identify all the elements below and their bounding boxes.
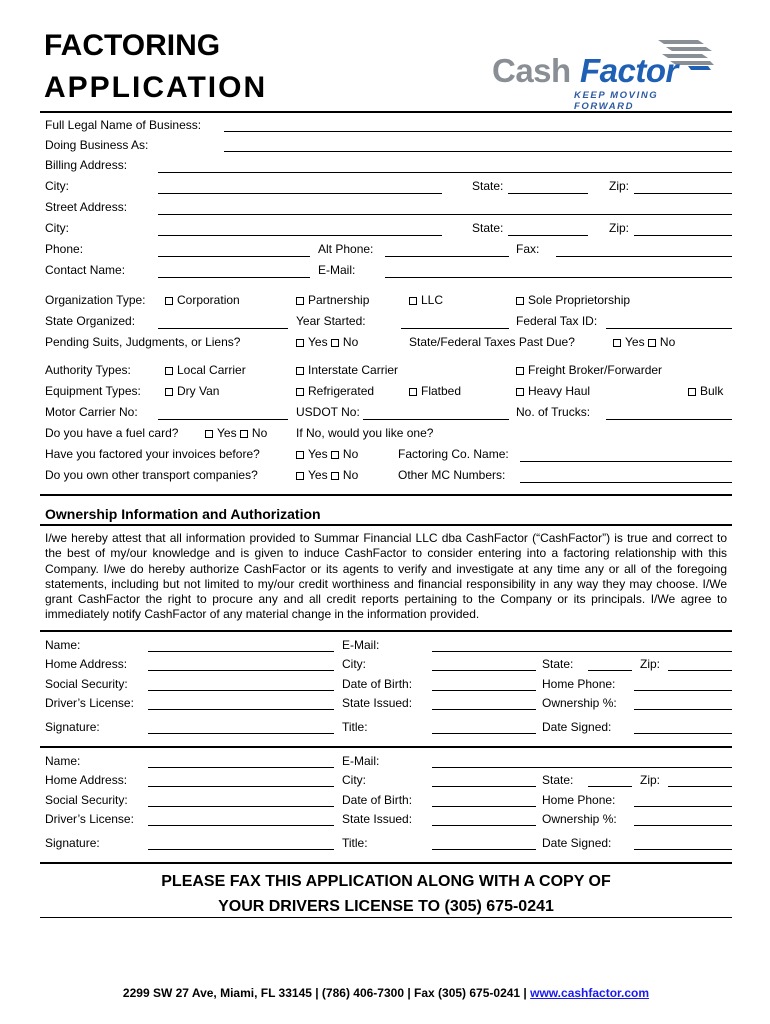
footer-address: 2299 SW 27 Ave, Miami, FL 33145 | (786) 406-7300 | Fax (305) 675-0241 |	[122, 986, 531, 1000]
checkbox-icon[interactable]	[409, 388, 417, 396]
ownership-heading: Ownership Information and Authorization	[45, 506, 321, 522]
logo-text-cash: Cash	[492, 52, 571, 89]
billing-city-label: City:	[45, 179, 69, 193]
checkbox-icon[interactable]	[205, 430, 213, 438]
owner1-date-signed-field[interactable]	[634, 733, 732, 734]
billing-address-label: Billing Address:	[45, 158, 128, 172]
owner2-home-address-label: Home Address:	[45, 773, 128, 787]
checkbox-icon[interactable]	[516, 297, 524, 305]
owner2-state-label: State:	[542, 773, 574, 787]
yes-label: Yes	[308, 447, 328, 461]
checkbox-icon[interactable]	[688, 388, 696, 396]
owner2-title-label: Title:	[342, 836, 368, 850]
website-link[interactable]: www.cashfactor.com	[530, 986, 650, 1000]
refrigerated-label: Refrigerated	[308, 384, 375, 398]
owner1-signature-label: Signature:	[45, 720, 100, 734]
fuel-card-label: Do you have a fuel card?	[45, 426, 179, 440]
owner2-ownership-pct-field[interactable]	[634, 825, 732, 826]
owner1-city-field[interactable]	[432, 670, 536, 671]
owner2-email-field[interactable]	[432, 767, 732, 768]
org-type-label: Organization Type:	[45, 293, 146, 307]
section-divider	[40, 494, 732, 496]
no-label: No	[251, 426, 268, 440]
checkbox-icon[interactable]	[296, 388, 304, 396]
contact-name-label: Contact Name:	[45, 263, 126, 277]
owner1-state-issued-field[interactable]	[432, 709, 536, 710]
owner1-zip-label: Zip:	[640, 657, 661, 671]
owner2-home-phone-field[interactable]	[634, 806, 732, 807]
owner1-top-divider	[40, 630, 732, 632]
owner2-signature-field[interactable]	[148, 849, 334, 850]
motor-carrier-label: Motor Carrier No:	[45, 405, 138, 419]
owner1-name-label: Name:	[45, 638, 81, 652]
email-field[interactable]	[385, 277, 732, 278]
owner1-drivers-license-label: Driver’s License:	[45, 696, 134, 710]
email-label: E-Mail:	[318, 263, 356, 277]
owner1-home-phone-label: Home Phone:	[542, 677, 616, 691]
flatbed-option[interactable]	[409, 384, 461, 398]
logo-tagline: KEEP MOVING FORWARD	[574, 90, 659, 112]
fax-notice-top-divider	[40, 862, 732, 864]
state-organized-field[interactable]	[158, 328, 288, 329]
yes-label: Yes	[217, 426, 237, 440]
yes-label: Yes	[308, 468, 328, 482]
owner1-state-field[interactable]	[588, 670, 632, 671]
owner2-dob-field[interactable]	[432, 806, 536, 807]
fuel-card-options	[205, 426, 267, 440]
street-state-label: State:	[472, 221, 504, 235]
checkbox-icon[interactable]	[296, 367, 304, 375]
corporation-label: Corporation	[177, 293, 240, 307]
owner2-name-label: Name:	[45, 754, 81, 768]
checkbox-icon[interactable]	[165, 388, 173, 396]
checkbox-icon[interactable]	[331, 451, 339, 459]
owner1-ssn-label: Social Security:	[45, 677, 128, 691]
owner2-top-divider	[40, 746, 732, 748]
owner2-city-label: City:	[342, 773, 366, 787]
owner1-ownership-pct-label: Ownership %:	[542, 696, 617, 710]
checkbox-icon[interactable]	[409, 297, 417, 305]
owner1-state-label: State:	[542, 657, 574, 671]
contact-name-field[interactable]	[158, 277, 310, 278]
federal-tax-id-field[interactable]	[606, 328, 732, 329]
checkbox-icon[interactable]	[240, 430, 248, 438]
owner1-state-issued-label: State Issued:	[342, 696, 413, 710]
freight-broker-label: Freight Broker/Forwarder	[528, 363, 663, 377]
checkbox-icon[interactable]	[165, 367, 173, 375]
owner1-date-signed-label: Date Signed:	[542, 720, 612, 734]
owner2-dob-label: Date of Birth:	[342, 793, 413, 807]
owner2-ssn-field[interactable]	[148, 806, 334, 807]
year-started-label: Year Started:	[296, 314, 366, 328]
local-carrier-option[interactable]	[165, 363, 246, 377]
owner2-date-signed-field[interactable]	[634, 849, 732, 850]
page-title-line2: APPLICATION	[44, 71, 268, 104]
dba-label: Doing Business As:	[45, 138, 149, 152]
owner2-drivers-license-label: Driver’s License:	[45, 812, 134, 826]
factored-before-label: Have you factored your invoices before?	[45, 447, 260, 461]
street-city-field[interactable]	[158, 235, 442, 236]
cashfactor-logo	[492, 38, 720, 112]
owner1-home-phone-field[interactable]	[634, 690, 732, 691]
heavy-haul-label: Heavy Haul	[528, 384, 591, 398]
checkbox-icon[interactable]	[165, 297, 173, 305]
logo-text-factor: Factor	[580, 52, 678, 89]
billing-state-field[interactable]	[508, 193, 588, 194]
no-of-trucks-field[interactable]	[606, 419, 732, 420]
factored-before-options	[296, 447, 358, 461]
owner2-zip-field[interactable]	[668, 786, 732, 787]
no-label: No	[342, 447, 359, 461]
owner2-name-field[interactable]	[148, 767, 334, 768]
year-started-field[interactable]	[401, 328, 509, 329]
checkbox-icon[interactable]	[613, 339, 621, 347]
no-label: No	[342, 468, 359, 482]
owner1-zip-field[interactable]	[668, 670, 732, 671]
street-city-label: City:	[45, 221, 69, 235]
interstate-carrier-option[interactable]	[296, 363, 398, 377]
heavy-haul-option[interactable]	[516, 384, 590, 398]
owner2-state-issued-field[interactable]	[432, 825, 536, 826]
checkbox-icon[interactable]	[516, 367, 524, 375]
owner1-email-label: E-Mail:	[342, 638, 380, 652]
refrigerated-option[interactable]	[296, 384, 374, 398]
no-label: No	[659, 335, 676, 349]
street-zip-label: Zip:	[609, 221, 630, 235]
flatbed-label: Flatbed	[421, 384, 462, 398]
taxes-past-due-label: State/Federal Taxes Past Due?	[409, 335, 575, 349]
factoring-co-name-field[interactable]	[520, 461, 732, 462]
owner1-dob-field[interactable]	[432, 690, 536, 691]
owner1-home-address-label: Home Address:	[45, 657, 128, 671]
authorization-paragraph: I/we hereby attest that all information provided to Summar Financial LLC dba CashFactor (“CashFactor”) is true and correct to the best of my/our knowledge and is given to induce CashFactor to consider entering into a factoring relationship with this Company. I/we do hereby authorize CashFactor or its agents to verify and investigate at any time any or all of the foregoing statements, including but not limited to my/our credit worthiness and financial responsibility in any way they may choose. I/We grant CashFactor the right to procure any and all credit reports pertaining to the Company or its principals. I/We agree to immediately notify CashFactor of any material change in the information provided.	[45, 531, 727, 622]
no-label: No	[342, 335, 359, 349]
owner1-city-label: City:	[342, 657, 366, 671]
owner1-signature-field[interactable]	[148, 733, 334, 734]
factoring-co-name-label: Factoring Co. Name:	[398, 447, 509, 461]
street-address-field[interactable]	[158, 214, 732, 215]
billing-zip-field[interactable]	[634, 193, 732, 194]
fax-notice-line1: PLEASE FAX THIS APPLICATION ALONG WITH A COPY OF	[161, 873, 611, 890]
fax-notice-bottom-divider	[40, 917, 732, 918]
phone-label: Phone:	[45, 242, 84, 256]
checkbox-icon[interactable]	[331, 339, 339, 347]
llc-label: LLC	[421, 293, 444, 307]
owner2-ownership-pct-label: Ownership %:	[542, 812, 617, 826]
state-organized-label: State Organized:	[45, 314, 136, 328]
partnership-option[interactable]	[296, 293, 369, 307]
footer	[40, 986, 732, 1000]
owner1-ssn-field[interactable]	[148, 690, 334, 691]
interstate-carrier-label: Interstate Carrier	[308, 363, 399, 377]
owner2-zip-label: Zip:	[640, 773, 661, 787]
local-carrier-label: Local Carrier	[177, 363, 246, 377]
phone-field[interactable]	[158, 256, 310, 257]
billing-zip-label: Zip:	[609, 179, 630, 193]
fax-field[interactable]	[556, 256, 732, 257]
other-mc-numbers-label: Other MC Numbers:	[398, 468, 506, 482]
dry-van-label: Dry Van	[177, 384, 220, 398]
alt-phone-field[interactable]	[385, 256, 509, 257]
header-divider	[40, 111, 732, 113]
taxes-past-due-options	[613, 335, 675, 349]
llc-option[interactable]	[409, 293, 443, 307]
ownership-heading-divider	[40, 524, 732, 526]
checkbox-icon[interactable]	[516, 388, 524, 396]
motor-carrier-field[interactable]	[158, 419, 288, 420]
owner2-home-phone-label: Home Phone:	[542, 793, 616, 807]
other-transport-label: Do you own other transport companies?	[45, 468, 258, 482]
usdot-label: USDOT No:	[296, 405, 360, 419]
page-title-line1: FACTORING	[44, 29, 221, 62]
street-state-field[interactable]	[508, 235, 588, 236]
authority-types-label: Authority Types:	[45, 363, 131, 377]
owner1-home-address-field[interactable]	[148, 670, 334, 671]
usdot-field[interactable]	[363, 419, 509, 420]
full-legal-name-field[interactable]	[224, 131, 732, 132]
owner1-title-label: Title:	[342, 720, 368, 734]
checkbox-icon[interactable]	[296, 472, 304, 480]
no-of-trucks-label: No. of Trucks:	[516, 405, 591, 419]
owner1-name-field[interactable]	[148, 651, 334, 652]
partnership-label: Partnership	[308, 293, 370, 307]
checkbox-icon[interactable]	[331, 472, 339, 480]
owner2-ssn-label: Social Security:	[45, 793, 128, 807]
owner2-signature-label: Signature:	[45, 836, 100, 850]
owner1-title-field[interactable]	[432, 733, 536, 734]
checkbox-icon[interactable]	[296, 297, 304, 305]
dba-field[interactable]	[224, 151, 732, 152]
other-transport-options	[296, 468, 358, 482]
owner2-city-field[interactable]	[432, 786, 536, 787]
owner1-dob-label: Date of Birth:	[342, 677, 413, 691]
equipment-types-label: Equipment Types:	[45, 384, 141, 398]
sole-prop-label: Sole Proprietorship	[528, 293, 631, 307]
billing-state-label: State:	[472, 179, 504, 193]
street-zip-field[interactable]	[634, 235, 732, 236]
federal-tax-id-label: Federal Tax ID:	[516, 314, 598, 328]
checkbox-icon[interactable]	[296, 451, 304, 459]
owner2-state-issued-label: State Issued:	[342, 812, 413, 826]
billing-city-field[interactable]	[158, 193, 442, 194]
if-no-fuel-label: If No, would you like one?	[296, 426, 434, 440]
owner2-drivers-license-field[interactable]	[148, 825, 334, 826]
owner1-drivers-license-field[interactable]	[148, 709, 334, 710]
owner2-home-address-field[interactable]	[148, 786, 334, 787]
owner2-state-field[interactable]	[588, 786, 632, 787]
dry-van-option[interactable]	[165, 384, 219, 398]
bulk-option[interactable]	[688, 384, 723, 398]
freight-broker-option[interactable]	[516, 363, 662, 377]
pending-suits-options	[296, 335, 358, 349]
yes-label: Yes	[625, 335, 645, 349]
fax-label: Fax:	[516, 242, 540, 256]
street-address-label: Street Address:	[45, 200, 128, 214]
owner1-ownership-pct-field[interactable]	[634, 709, 732, 710]
checkbox-icon[interactable]	[648, 339, 656, 347]
owner2-date-signed-label: Date Signed:	[542, 836, 612, 850]
full-legal-name-label: Full Legal Name of Business:	[45, 118, 202, 132]
fax-notice-line2: YOUR DRIVERS LICENSE TO (305) 675-0241	[218, 898, 554, 915]
sole-prop-option[interactable]	[516, 293, 630, 307]
yes-label: Yes	[308, 335, 328, 349]
corporation-option[interactable]	[165, 293, 240, 307]
owner2-title-field[interactable]	[432, 849, 536, 850]
other-mc-numbers-field[interactable]	[520, 482, 732, 483]
bulk-label: Bulk	[700, 384, 724, 398]
alt-phone-label: Alt Phone:	[318, 242, 374, 256]
pending-suits-label: Pending Suits, Judgments, or Liens?	[45, 335, 241, 349]
owner1-email-field[interactable]	[432, 651, 732, 652]
billing-address-field[interactable]	[158, 172, 732, 173]
checkbox-icon[interactable]	[296, 339, 304, 347]
owner2-email-label: E-Mail:	[342, 754, 380, 768]
